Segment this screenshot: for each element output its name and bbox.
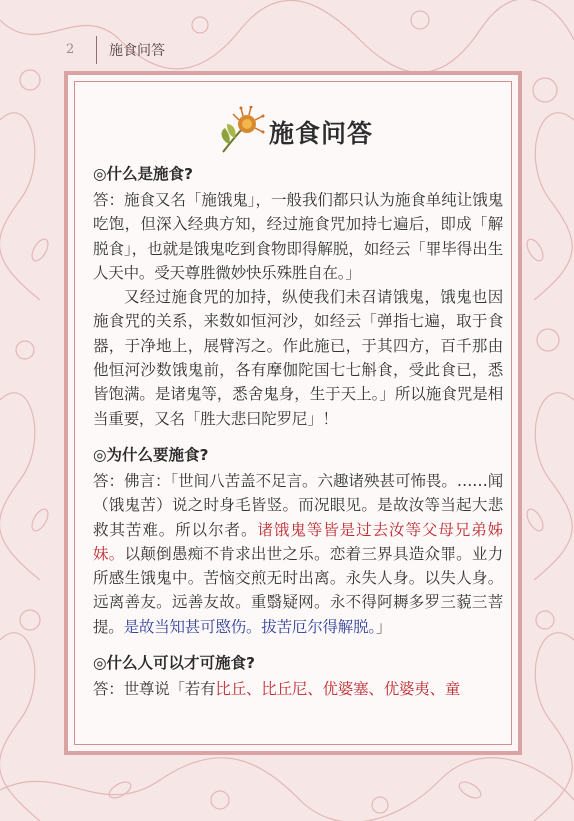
emphasis-blue-text: 是故当知甚可愍伤。拔苦厄尔得解脱。 xyxy=(123,617,376,636)
answer-paragraph-4 xyxy=(93,677,503,701)
answer-paragraph-2: 又经过施食咒的加持，纵使我们未召请饿鬼，饿鬼也因施食咒的关系，来数如恒河沙，如经云「弹指七遍，取于食器，于净地上，展臂泻之。作此施已，于其四方，百千那由他恒河沙数饿鬼前，各有摩伽陀国七七斛食，受此食已，悉皆饱满。是诸鬼等，悉舍鬼身，生于天上。」所以施食咒是相当重要，又名「胜大悲曰陀罗尼」！ xyxy=(93,288,503,428)
answer-text: 答：世尊说「若有 xyxy=(93,680,216,699)
header-divider xyxy=(96,36,97,64)
page-number: 2 xyxy=(66,42,75,57)
title-block xyxy=(75,106,511,156)
emphasis-red-text: 比丘、比丘尼、优婆塞、优婆夷、童 xyxy=(215,680,461,699)
answer-text: 以颠倒愚痴不肯求出世之乐。恋着三界具造众罪。业力所感生饿鬼中。苦恼交煎无时出离。永失人身。以失人身。远离善友。远善友故。重翳疑网。永不得阿耨多罗三藐三菩提。 xyxy=(93,544,503,636)
answer-paragraph-1: 答：施食又名「施饿鬼」，一般我们都只认为施食单纯让饿鬼吃饱，但深入经典方知，经过施食咒加持七遍后，即成「解脱食」，也就是饿鬼吃到食物即得解脱，如经云「罪毕得出生人天中。受天尊胜微妙快乐殊胜自在。」 xyxy=(93,191,503,282)
answer-paragraph-3 xyxy=(93,469,503,639)
content-panel xyxy=(74,81,512,745)
question-heading-2: ◎为什么要施食? xyxy=(93,445,209,464)
emphasis-red-text: 诸饿鬼等皆是过去汝等父母兄弟姊妹。 xyxy=(93,520,503,563)
lotus-flower-icon xyxy=(215,106,267,156)
content-frame xyxy=(64,71,522,755)
article-body xyxy=(93,160,503,701)
question-heading-1: ◎什么是施食? xyxy=(93,165,194,183)
running-header-title: 施食问答 xyxy=(109,43,165,59)
page-title: 施食问答 xyxy=(269,119,374,148)
question-heading-3: ◎什么人可以才可施食? xyxy=(93,654,256,673)
answer-text: 」 xyxy=(375,617,392,636)
page-header xyxy=(0,34,574,64)
answer-text: 答：佛言：「世间八苦盖不足言。六趣诸殃甚可怖畏。……闻（饿鬼苦）说之时身毛皆竖。而况眼见。是故汝等当起大悲救其苦难。所以尔者。 xyxy=(93,471,503,539)
